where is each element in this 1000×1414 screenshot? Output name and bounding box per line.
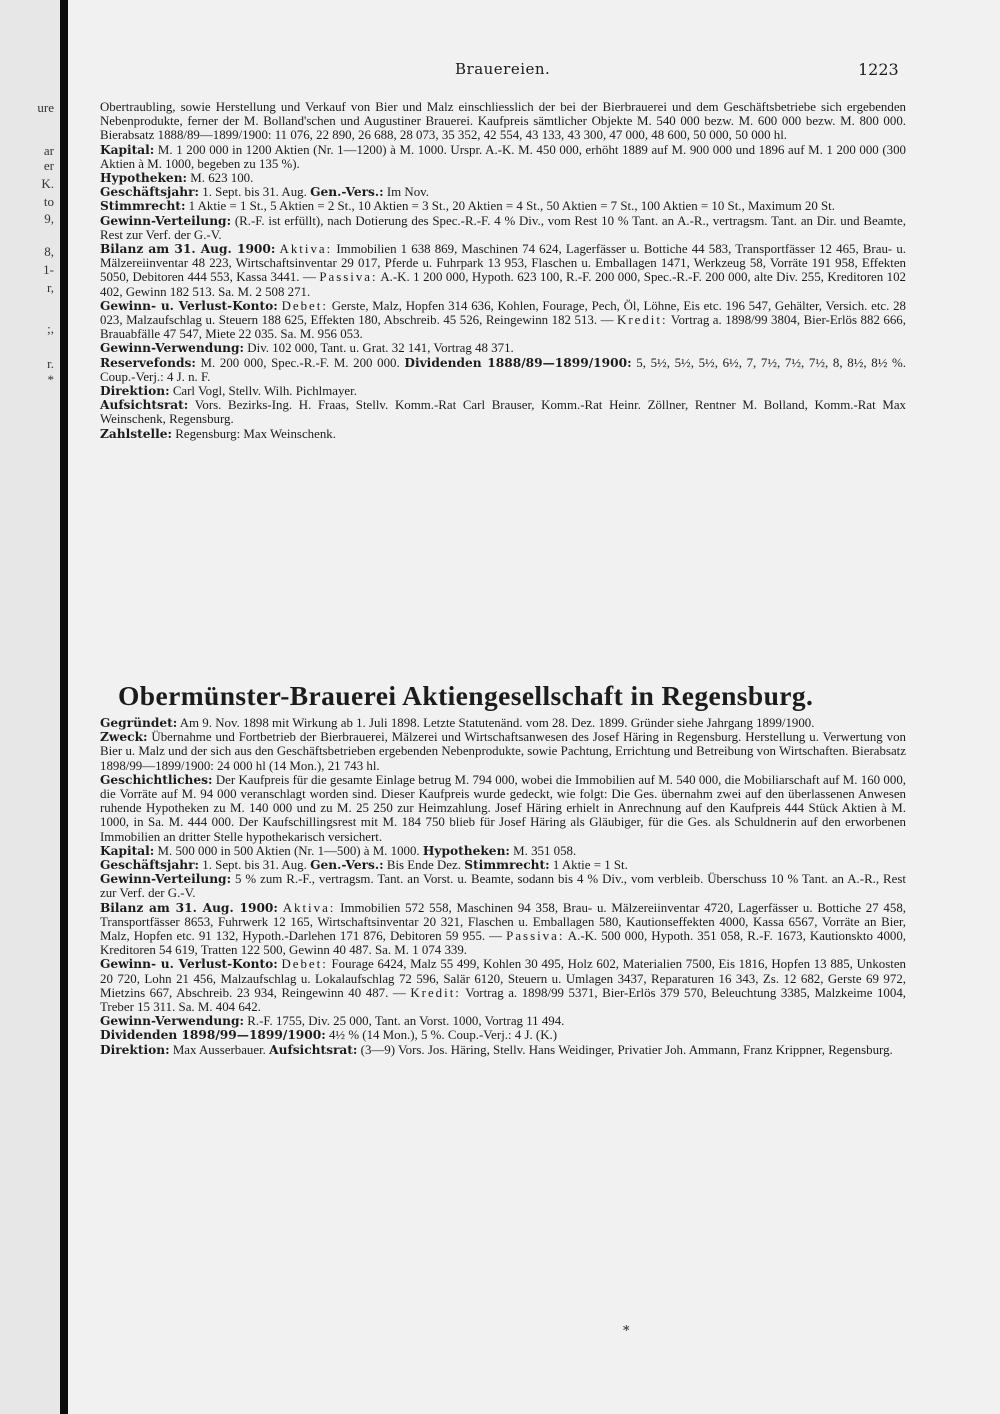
entry-reservefonds: Reservefonds: M. 200 000, Spec.-R.-F. M. 200 000. Dividenden 1888/89—1899/1900: 5, 5½, 5½, 5½, 6½, 7, 7½, 7½, 7½, 8, 8½, 8½ %. Coup.-Verj.: 4 J. n. F. — [100, 355, 906, 384]
binding-edge — [60, 0, 68, 1414]
company-title: Obermünster-Brauerei Aktiengesellschaft in Regensburg. — [118, 680, 814, 711]
entry-kapital: Kapital: M. 500 000 in 500 Aktien (Nr. 1—500) à M. 1000. Hypotheken: M. 351 058. — [100, 843, 577, 858]
entry-bilanz: Bilanz am 31. Aug. 1900: Aktiva: Immobilien 572 558, Maschinen 94 358, Brau- u. Mälzereiinventar 4720, Lagerfässer u. Bottiche 27 458, Transportfässer 8653, Fuhrwerk 12 165, Wirtschaftsinventar 20 321, Flaschen u. Emballagen 580, Kautionseffekten 4000, Kassa 6567, Vorräte an Bier, Malz, Hopfen etc. 91 132, Hypoth.-Darlehen 171 876, Debitoren 59 955. — Passiva: A.-K. 500 000, Hypoth. 351 058, R.-F. 1673, Kautionskto 4000, Kreditoren 54 619, Tratten 122 500, Gewinn 40 487. Sa. M. 1 074 339. — [100, 900, 906, 958]
margin-fragment: 1- — [43, 262, 54, 277]
facing-page-strip — [0, 0, 60, 1414]
entry-gewinn-verlust-konto: Gewinn- u. Verlust-Konto: Debet: Fourage 6424, Malz 55 499, Kohlen 30 495, Holz 602, Materialien 7500, Eis 1816, Hopfen 13 885, Unkosten 20 720, Lohn 21 456, Malzaufschlag u. Lokalaufschlag 72 596, Salär 6120, Steuern u. Umlagen 3437, Reparaturen 16 343, Zs. 12 682, Gerste 69 972, Mietzins 667, Abschreib. 23 934, Reingewinn 40 487. — Kredit: Vortrag a. 1898/99 5371, Bier-Erlös 379 570, Beleuchtung 3385, Malzkeime 1004, Treber 15 311. Sa. M. 404 642. — [100, 957, 906, 1015]
section-bayerische-brauerei-continued — [100, 100, 906, 441]
end-mark: * — [623, 1324, 630, 1339]
entry-geschaeftsjahr: Geschäftsjahr: 1. Sept. bis 31. Aug. Gen.-Vers.: Im Nov. — [100, 185, 430, 200]
entry-geschichtliches: Geschichtliches: Der Kaufpreis für die gesamte Einlage betrug M. 794 000, wobei die Immobilien auf M. 540 000, die Mobiliarschaft auf M. 160 000, die Vorräte auf M. 94 000 veranschlagt worden sind. Dieser Kaufpreis wurde gedeckt, wie folgt: Die Ges. übernahm zwei auf den überlassenen Anwesen ruhende Hypotheken zu M. 140 000 und zu M. 25 250 zur Heimzahlung. Josef Häring erhielt in Anrechnung auf den Kaufpreis 444 Stück Aktien à M. 1000, in Sa. M. 444 000. Der Kaufschillingsrest mit M. 184 750 blieb für Josef Häring als Gläubiger, für die Ges. als Schuldnerin auf den erworbenen Immobilien an dritter Stelle hypothekarisch versichert. — [100, 772, 906, 844]
entry-kapital: Kapital: M. 1 200 000 in 1200 Aktien (Nr. 1—1200) à M. 1000. Urspr. A.-K. M. 450 000, erhöht 1889 auf M. 900 000 und 1896 auf M. 1 200 000 (300 Aktien à M. 1000, begeben zu 135 %). — [100, 142, 906, 171]
margin-fragment: r, — [46, 280, 54, 295]
page-number: 1223 — [858, 60, 899, 79]
entry-zahlstelle: Zahlstelle: Regensburg: Max Weinschenk. — [100, 426, 336, 441]
margin-fragment: 8, — [44, 244, 54, 259]
entry-gewinn-verteilung: Gewinn-Verteilung: 5 % zum R.-F., vertragsm. Tant. an Vorst. u. Beamte, sodann bis 4 % Div., vom verbleib. Überschuss 10 % Tant. an A.-R., Rest zur Verf. der G.-V. — [100, 872, 906, 901]
margin-fragment: K. — [41, 176, 54, 191]
entry-gewinn-verwendung: Gewinn-Verwendung: R.-F. 1755, Div. 25 000, Tant. an Vorst. 1000, Vortrag 11 494. — [100, 1014, 565, 1029]
entry-zweck: Zweck: Übernahme und Fortbetrieb der Bierbrauerei, Mälzerei und Wirtschaftsanwesen des Josef Häring in Regensburg. Herstellung u. Verwertung von Bier u. Malz und der sich aus den Geschäftsbetrieben ergebenden Nebenprodukte, sowie Pachtung, Errichtung und Betreibung von Wirtschaften. Bierabsatz 1898/99—1899/1900: 24 000 hl (14 Mon.), 21 743 hl. — [100, 730, 906, 773]
entry-direktion: Direktion: Carl Vogl, Stellv. Wilh. Pichlmayer. — [100, 384, 357, 399]
margin-fragment: r. — [47, 356, 54, 371]
entry-direktion: Direktion: Max Ausserbauer. Aufsichtsrat: (3—9) Vors. Jos. Häring, Stellv. Hans Weidinger, Privatier Joh. Ammann, Franz Krippner, Regensburg. — [100, 1042, 893, 1057]
entry-gewinn-verwendung: Gewinn-Verwendung: Div. 102 000, Tant. u. Grat. 32 141, Vortrag 48 371. — [100, 341, 514, 356]
entry-gegruendet: Gegründet: Am 9. Nov. 1898 mit Wirkung ab 1. Juli 1898. Letzte Statutenänd. vom 28. Dez. 1899. Gründer siehe Jahrgang 1899/1900. — [100, 716, 815, 730]
entry-aufsichtsrat: Aufsichtsrat: Vors. Bezirks-Ing. H. Fraas, Stellv. Komm.-Rat Carl Brauser, Komm.-Rat Heinr. Zöllner, Rentner M. Bolland, Komm.-Rat Max Weinschenk, Regensburg. — [100, 398, 906, 427]
entry-geschaeftsjahr: Geschäftsjahr: 1. Sept. bis 31. Aug. Gen.-Vers.: Bis Ende Dez. Stimmrecht: 1 Aktie = 1 St. — [100, 858, 628, 873]
entry-gewinn-verteilung: Gewinn-Verteilung: (R.-F. ist erfüllt), nach Dotierung des Spec.-R.-F. 4 % Div., vom Rest 10 % Tant. an A.-R., vertragsm. Tant. an Dir. und Beamte, Rest zur Verf. der G.-V. — [100, 213, 906, 242]
entry-bilanz: Bilanz am 31. Aug. 1900: Aktiva: Immobilien 1 638 869, Maschinen 74 624, Lagerfässer u. Bottiche 44 583, Transportfässer 12 465, Brau- u. Mälzereiinventar 48 223, Wirtschaftsinventar 29 017, Pferde u. Fuhrpark 13 953, Flaschen u. Emballagen 1471, Werkzeug 58, Vorräte 191 958, Effekten 5050, Debitoren 444 553, Kassa 3441. — Passiva: A.-K. 1 200 000, Hypoth. 623 100, R.-F. 200 000, Spec.-R.-F. 200 000, alte Div. 255, Kreditoren 102 402, Gewinn 182 513. Sa. M. 2 508 271. — [100, 242, 906, 299]
margin-fragment: ;, — [47, 321, 54, 336]
margin-fragment: er — [43, 158, 54, 173]
margin-fragment: 9, — [44, 211, 54, 226]
running-title: Brauereien. — [455, 60, 551, 78]
margin-fragment: to — [43, 194, 54, 209]
entry-hypotheken: Hypotheken: M. 623 100. — [100, 171, 254, 186]
entry-dividenden: Dividenden 1898/99—1899/1900: 4½ % (14 Mon.), 5 %. Coup.-Verj.: 4 J. (K.) — [100, 1028, 558, 1043]
entry-gewinn-verlust-konto: Gewinn- u. Verlust-Konto: Debet: Gerste, Malz, Hopfen 314 636, Kohlen, Fourage, Pech, Öl, Löhne, Eis etc. 196 547, Gehälter, Versich. etc. 28 023, Malzaufschlag u. Steuern 188 625, Effekten 180, Abschreib. 45 526, Reingewinn 182 513. — Kredit: Vortrag a. 1898/99 3804, Bier-Erlös 882 666, Brauabfälle 47 547, Miete 22 035. Sa. M. 956 053. — [100, 298, 907, 342]
entry-stimmrecht: Stimmrecht: 1 Aktie = 1 St., 5 Aktien = 2 St., 10 Aktien = 3 St., 20 Aktien = 4 St., 50 Aktien = 7 St., 100 Aktien = 10 St., Maximum 20 St. — [100, 199, 835, 214]
section-obermuenster-brauerei — [100, 716, 906, 1057]
running-header — [0, 60, 1000, 82]
margin-fragment: * — [47, 372, 54, 387]
entry-intro: Obertraubling, sowie Herstellung und Verkauf von Bier und Malz einschliesslich der bei der Bierbrauerei und dem Geschäftsbetriebe sich ergebenden Nebenprodukte, ferner der M. Bolland'schen und Augustiner Brauerei. Kaufpreis sämtlicher Objekte M. 540 000 bezw. M. 600 000 bezw. M. 800 000. Bierabsatz 1888/89—1899/1900: 11 076, 22 890, 26 688, 28 073, 35 352, 42 554, 43 133, 43 300, 47 000, 48 600, 50 000, 50 000 hl. — [100, 100, 906, 143]
margin-fragment: ar — [43, 143, 54, 158]
margin-fragment: ure — [37, 100, 54, 115]
